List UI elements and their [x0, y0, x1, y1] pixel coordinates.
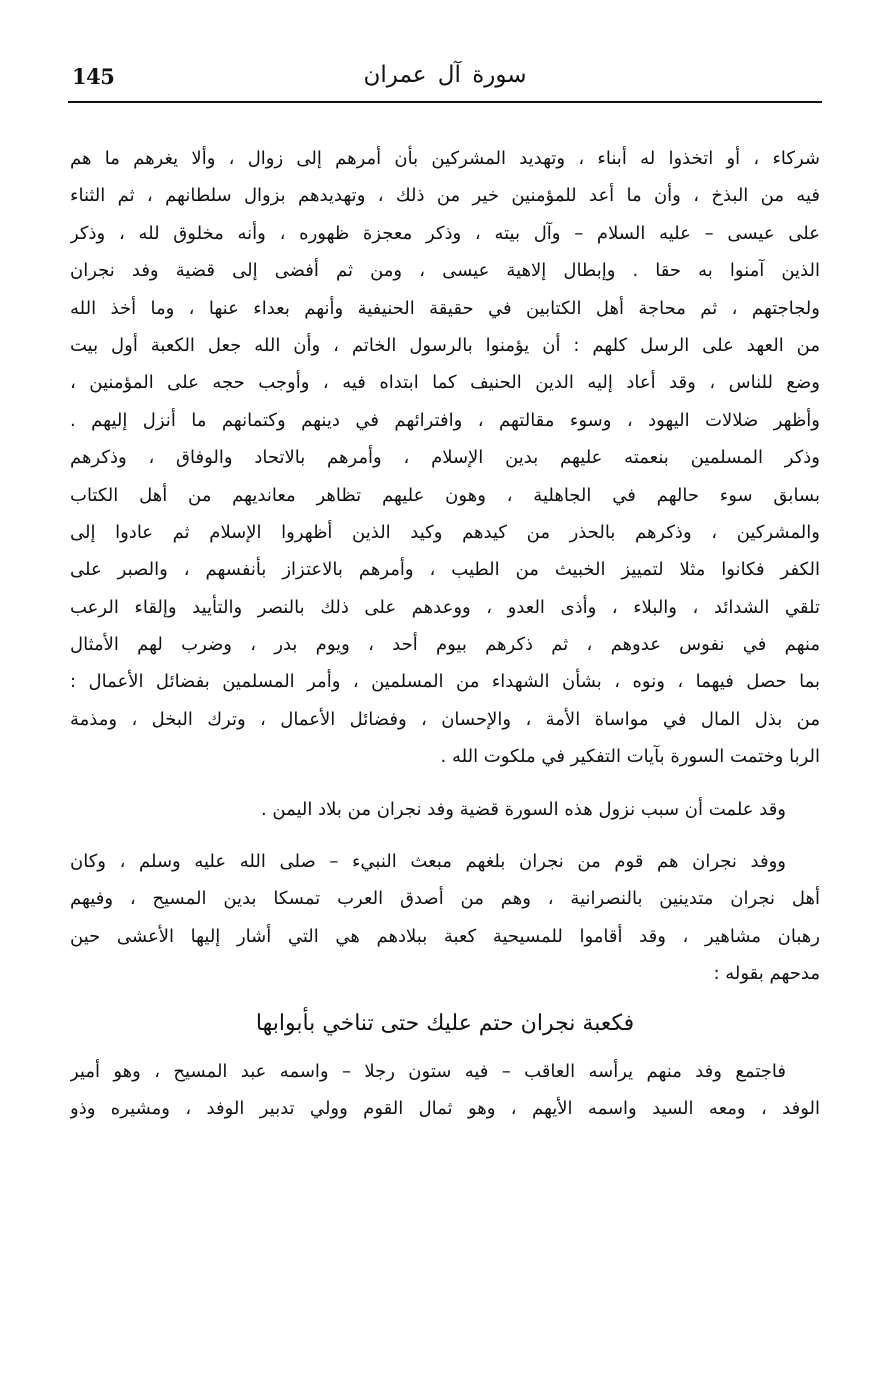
text-line: وضع للناس ، وقد أعاد إليه الدين الحنيف كما ابتداه فيه ، وأوجب حجه على المؤمنين ، — [70, 372, 820, 394]
running-title: سورة آل عمران — [363, 62, 527, 88]
text-line: والمشركين ، وذكرهم بالحذر من كيدهم وكيد الذين أظهروا الإسلام ثم عادوا إلى — [70, 521, 820, 543]
poetry-verse: فكعبة نجران حتم عليك حتى تناخي بأبوابها — [255, 1010, 635, 1036]
text-line: من العهد على الرسل كلهم : أن يؤمنوا بالرسول الخاتم ، وأن الله جعل الكعبة أول بيت — [70, 334, 820, 356]
header-rule — [68, 101, 822, 103]
text-line: فيه من البذخ ، وأن ما أعد للمؤمنين خير من ذلك ، وتهديدهم بزوال سلطانهم ، ثم الثناء — [70, 185, 820, 207]
text-line: تلقي الشدائد ، والبلاء ، وأذى العدو ، ووعدهم على ذلك بالنصر والتأييد وإلقاء الرعب — [70, 596, 820, 618]
text-line: ووفد نجران هم قوم من نجران بلغهم مبعث النبيء – صلى الله عليه وسلم ، وكان — [70, 851, 786, 873]
text-line: مدحهم بقوله : — [713, 963, 820, 985]
text-line: وأظهر ضلالات اليهود ، وسوء مقالتهم ، وافترائهم في دينهم وكتمانهم ما أنزل إليهم . — [70, 409, 820, 431]
text-line: من بذل المال في مواساة الأمة ، والإحسان ، وفضائل الأعمال ، وترك البخل ، ومذمة — [70, 708, 820, 730]
paragraph-3 — [70, 843, 820, 993]
paragraph-gap — [70, 828, 820, 843]
paragraph-2 — [70, 791, 820, 828]
text-line: فاجتمع وفد منهم يرأسه العاقب – فيه ستون رجلا – واسمه عبد المسيح ، وهو أمير — [70, 1060, 786, 1082]
paragraph-gap — [70, 776, 820, 791]
text-line: الكفر فكانوا مثلا لتمييز الخبيث من الطيب ، وأمرهم بالاعتزاز بأنفسهم ، والصبر على — [70, 559, 820, 581]
text-line: الذين آمنوا به حقا . وإبطال إلاهية عيسى ، ومن ثم أفضى إلى قضية وفد نجران — [70, 260, 820, 282]
text-line: منهم في نفوس عدوهم ، ثم ذكرهم بيوم أحد ، ويوم بدر ، وضرب لهم الأمثال — [70, 634, 820, 656]
body-text — [70, 140, 820, 1127]
text-line: أهل نجران متدينين بالنصرانية ، وهم من أصدق العرب تمسكا بدين المسيح ، وفيهم — [70, 888, 820, 910]
text-line: الربا وختمت السورة بآيات التفكير في ملكوت الله . — [440, 746, 820, 768]
text-line: على عيسى – عليه السلام – وآل بيته ، وذكر معجزة ظهوره ، وأنه مخلوق لله ، وذكر — [70, 222, 820, 244]
page-header — [68, 58, 822, 98]
paragraph-1 — [70, 140, 820, 776]
text-line: رهبان مشاهير ، وقد أقاموا للمسيحية كعبة ببلادهم هي التي أشار إليها الأعشى حين — [70, 925, 820, 947]
text-line: شركاء ، أو اتخذوا له أبناء ، وتهديد المشركين بأن أمرهم إلى زوال ، وألا يغرهم ما هم — [70, 148, 820, 169]
text-line: وقد علمت أن سبب نزول هذه السورة قضية وفد نجران من بلاد اليمن . — [260, 798, 786, 820]
text-line: ولجاجتهم ، ثم محاجة أهل الكتابين في حقيقة الحنيفية وأنهم بعداء عنها ، وما أخذ الله — [70, 297, 820, 319]
paragraph-4 — [70, 1053, 820, 1128]
page-number: 145 — [72, 64, 115, 89]
text-line: بسابق سوء حالهم في الجاهلية ، وهون عليهم تظاهر معانديهم من أهل الكتاب — [70, 484, 820, 506]
text-line: وذكر المسلمين بنعمته عليهم بدين الإسلام ، وأمرهم بالاتحاد والوفاق ، وذكرهم — [70, 447, 820, 469]
text-line: بما حصل فيهما ، ونوه ، بشأن الشهداء من المسلمين ، وأمر المسلمين بفضائل الأعمال : — [70, 671, 820, 693]
text-line: الوفد ، ومعه السيد واسمه الأيهم ، وهو ثمال القوم وولي تدبير الوفد ، ومشيره وذو — [70, 1097, 820, 1119]
